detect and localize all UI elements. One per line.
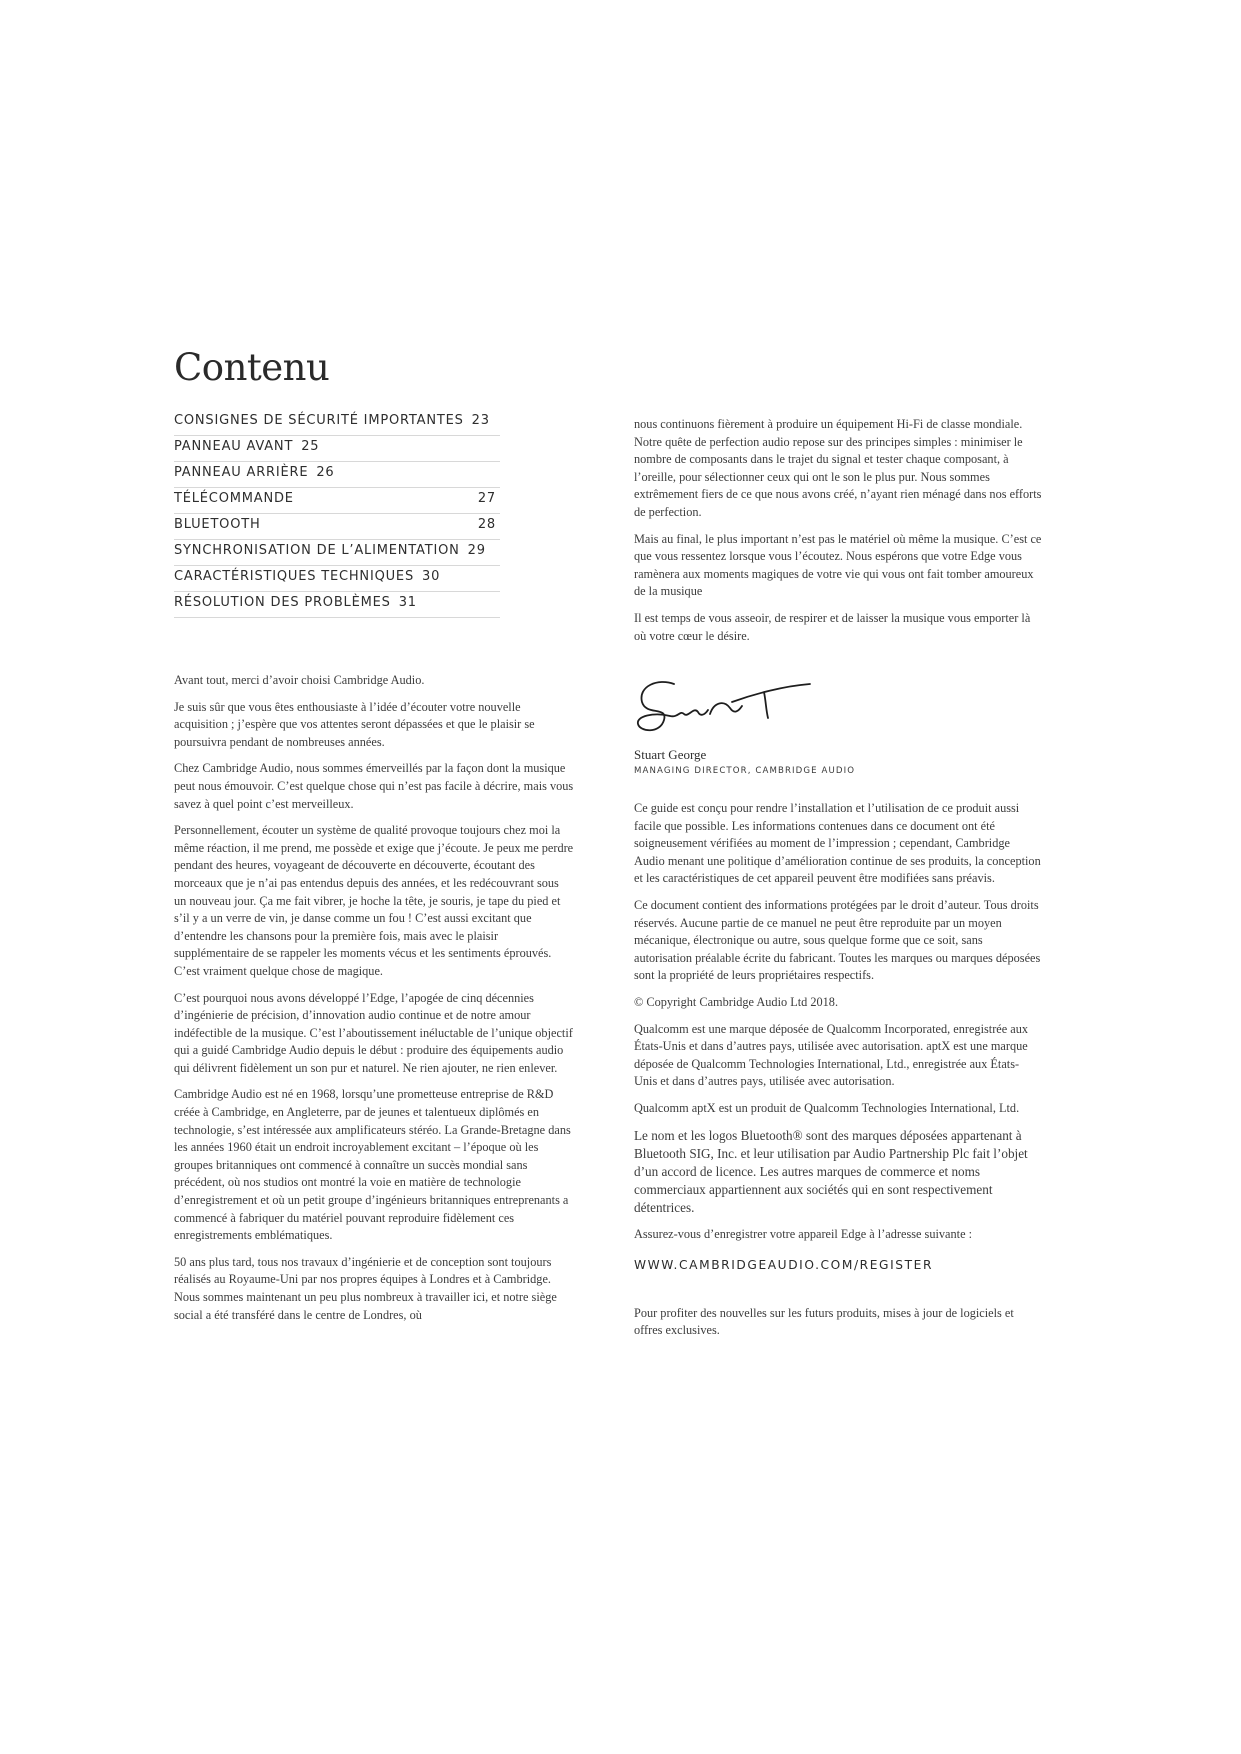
toc-item-bluetooth[interactable] [174, 514, 500, 540]
toc-page-number: 29 [467, 543, 486, 558]
toc-label: PANNEAU AVANT [174, 439, 294, 454]
table-of-contents [174, 410, 500, 618]
toc-label: RÉSOLUTION DES PROBLÈMES [174, 595, 391, 610]
toc-page-number: 27 [477, 491, 496, 506]
letter-paragraph: Il est temps de vous asseoir, de respirer et de laisser la musique vous emporter là où votre cœur le désire. [634, 610, 1031, 643]
legal-paragraph: Ce document contient des informations protégées par le droit d’auteur. Tous droits réservés. Aucune partie de ce manuel ne peut être reproduite par un moyen mécanique, électronique ou autre, sous quelque forme que ce soit, sans autorisation préalable écrite du fabricant. Toutes les marques ou marques déposées sont la propriété de leurs propriétaires respectifs. [634, 897, 1041, 983]
toc-label: CARACTÉRISTIQUES TECHNIQUES [174, 569, 414, 584]
toc-label: PANNEAU ARRIÈRE [174, 465, 309, 480]
toc-label: TÉLÉCOMMANDE [174, 491, 294, 506]
toc-label: BLUETOOTH [174, 517, 261, 532]
toc-page-number: 26 [316, 465, 335, 480]
intro-letter-left-column [174, 672, 574, 1333]
letter-paragraph: Cambridge Audio est né en 1968, lorsqu’une prometteuse entreprise de R&D créée à Cambridge, en Angleterre, par de jeunes et talentueux diplômés en technologie, s’est intéressée aux amplificateurs stéréo. La Grande-Bretagne dans les années 1960 était un endroit incroyablement excitant – l’époque où les groupes britanniques ont commencé à connaître un succès mondial sans précédent, où nos studios ont montré la voie en matière de technologie d’enregistrement et où un petit groupe d’ingénieurs britanniques entreprenants a commencé à fabriquer du matériel pouvant reproduire fidèlement ces enregistrements emblématiques. [174, 1087, 571, 1243]
signer-name: Stuart George [634, 747, 707, 762]
signature-image [634, 676, 814, 740]
toc-item-troubleshooting[interactable] [174, 592, 500, 618]
letter-paragraph: Avant tout, merci d’avoir choisi Cambridge Audio. [174, 673, 425, 687]
letter-paragraph: Chez Cambridge Audio, nous sommes émerveillés par la façon dont la musique peut nous émouvoir. C’est quelque chose qui n’est pas facile à décrire, mais vous savez à quel point c’est merveilleux. [174, 761, 574, 811]
intro-letter-right-column [634, 416, 1042, 654]
toc-label: SYNCHRONISATION DE L’ALIMENTATION [174, 543, 460, 558]
toc-page-number: 31 [398, 595, 417, 610]
register-url-link[interactable]: WWW.CAMBRIDGEAUDIO.COM/REGISTER [634, 1258, 934, 1273]
register-intro: Assurez-vous d’enregistrer votre appareil Edge à l’adresse suivante : [634, 1226, 973, 1241]
signer-block [634, 746, 1042, 776]
page-title: Contenu [174, 346, 330, 389]
toc-page-number: 23 [471, 413, 490, 428]
letter-paragraph: Je suis sûr que vous êtes enthousiaste à l’idée d’écouter votre nouvelle acquisition ; j’espère que vos attentes seront dépassées et que le plaisir se poursuivra pendant de nombreuses années. [174, 699, 535, 749]
legal-paragraph: Qualcomm est une marque déposée de Qualcomm Incorporated, enregistrée aux États-Unis et dans d’autres pays, utilisée avec autorisation. aptX est une marque déposée de Qualcomm Technologies International, Ltd., enregistrée aux États-Unis et dans d’autres pays, utilisée avec autorisation. [634, 1021, 1029, 1089]
toc-item-rear-panel[interactable] [174, 462, 500, 488]
toc-page-number: 28 [477, 517, 496, 532]
letter-paragraph: Personnellement, écouter un système de qualité provoque toujours chez moi la même réaction, il me prend, me possède et exige que j’écoute. Je peux me perdre pendant des heures, voyageant de découverte en découverte, écoutant des morceaux que je n’ai pas entendus depuis des années, et les redécouvrant sous un nouveau jour. Ça me fait vibrer, je hoche la tête, je souris, je tape du pied et s’il y a un verre de vin, je danse comme un fou ! C’est aussi excitant que d’entendre les chansons pour la première fois, mais avec le plaisir supplémentaire de se rappeler les moments vécus et les sentiments éprouvés. C’est vraiment quelque chose de magique. [174, 823, 574, 978]
letter-paragraph: nous continuons fièrement à produire un équipement Hi-Fi de classe mondiale. Notre quête de perfection audio repose sur des principes simples : minimiser le nombre de composants dans le trajet du signal et tester chaque composant, à l’oreille, pour sélectionner ceux qui ont le son le plus pur. Nous sommes extrêmement fiers de ce que nous avons créé, n’ayant rien ménagé dans nos efforts de perfection. [634, 417, 1042, 519]
letter-paragraph: 50 ans plus tard, tous nos travaux d’ingénierie et de conception sont toujours réalisés au Royaume-Uni par nos propres équipes à Londres et à Cambridge. Nous sommes maintenant un peu plus nombreux à travailler ici, et notre siège social a été transféré dans le centre de Londres, où [174, 1254, 557, 1322]
bluetooth-trademark-notice: Le nom et les logos Bluetooth® sont des marques déposées appartenant à Bluetooth SIG, Inc. et leur utilisation par Audio Partnership Plc fait l’objet d’un accord de licence. Les autres marques de commerce et noms commerciaux appartiennent aux sociétés qui en sont respectivement détentrices. [634, 1127, 1028, 1215]
toc-page-number: 25 [301, 439, 320, 454]
signer-role: MANAGING DIRECTOR, CAMBRIDGE AUDIO [634, 766, 856, 776]
toc-page-number: 30 [422, 569, 441, 584]
toc-item-safety[interactable] [174, 410, 500, 436]
toc-item-power-sync[interactable] [174, 540, 500, 566]
legal-notices [634, 800, 1042, 1349]
register-benefits: Pour profiter des nouvelles sur les futurs produits, mises à jour de logiciels et offres exclusives. [634, 1305, 1014, 1338]
letter-paragraph: C’est pourquoi nous avons développé l’Edge, l’apogée de cinq décennies d’ingénierie de précision, d’innovation audio continue et de notre amour indéfectible de la musique. C’est l’aboutissement inéluctable de l’unique objectif qui a guidé Cambridge Audio depuis le début : produire des équipements audio qui délivrent fidèlement un son pur et naturel. Ne rien ajouter, ne rien enlever. [174, 990, 573, 1075]
toc-label: CONSIGNES DE SÉCURITÉ IMPORTANTES [174, 413, 464, 428]
toc-item-remote[interactable] [174, 488, 500, 514]
copyright-notice: © Copyright Cambridge Audio Ltd 2018. [634, 994, 839, 1009]
toc-item-front-panel[interactable] [174, 436, 500, 462]
letter-paragraph: Mais au final, le plus important n’est pas le matériel où même la musique. C’est ce que vous ressentez lorsque vous l’écoutez. Nous espérons que votre Edge vous ramènera aux moments magiques de votre vie qui vous ont fait tomber amoureux de la musique [634, 531, 1042, 599]
toc-item-specifications[interactable] [174, 566, 500, 592]
legal-paragraph: Qualcomm aptX est un produit de Qualcomm Technologies International, Ltd. [634, 1100, 1020, 1115]
legal-paragraph: Ce guide est conçu pour rendre l’installation et l’utilisation de ce produit aussi facile que possible. Les informations contenues dans ce document ont été soigneusement vérifiées au moment de l’impression ; cependant, Cambridge Audio menant une politique d’amélioration continue de ses produits, la conception et les caractéristiques de cet appareil peuvent être modifiées sans préavis. [634, 801, 1041, 886]
